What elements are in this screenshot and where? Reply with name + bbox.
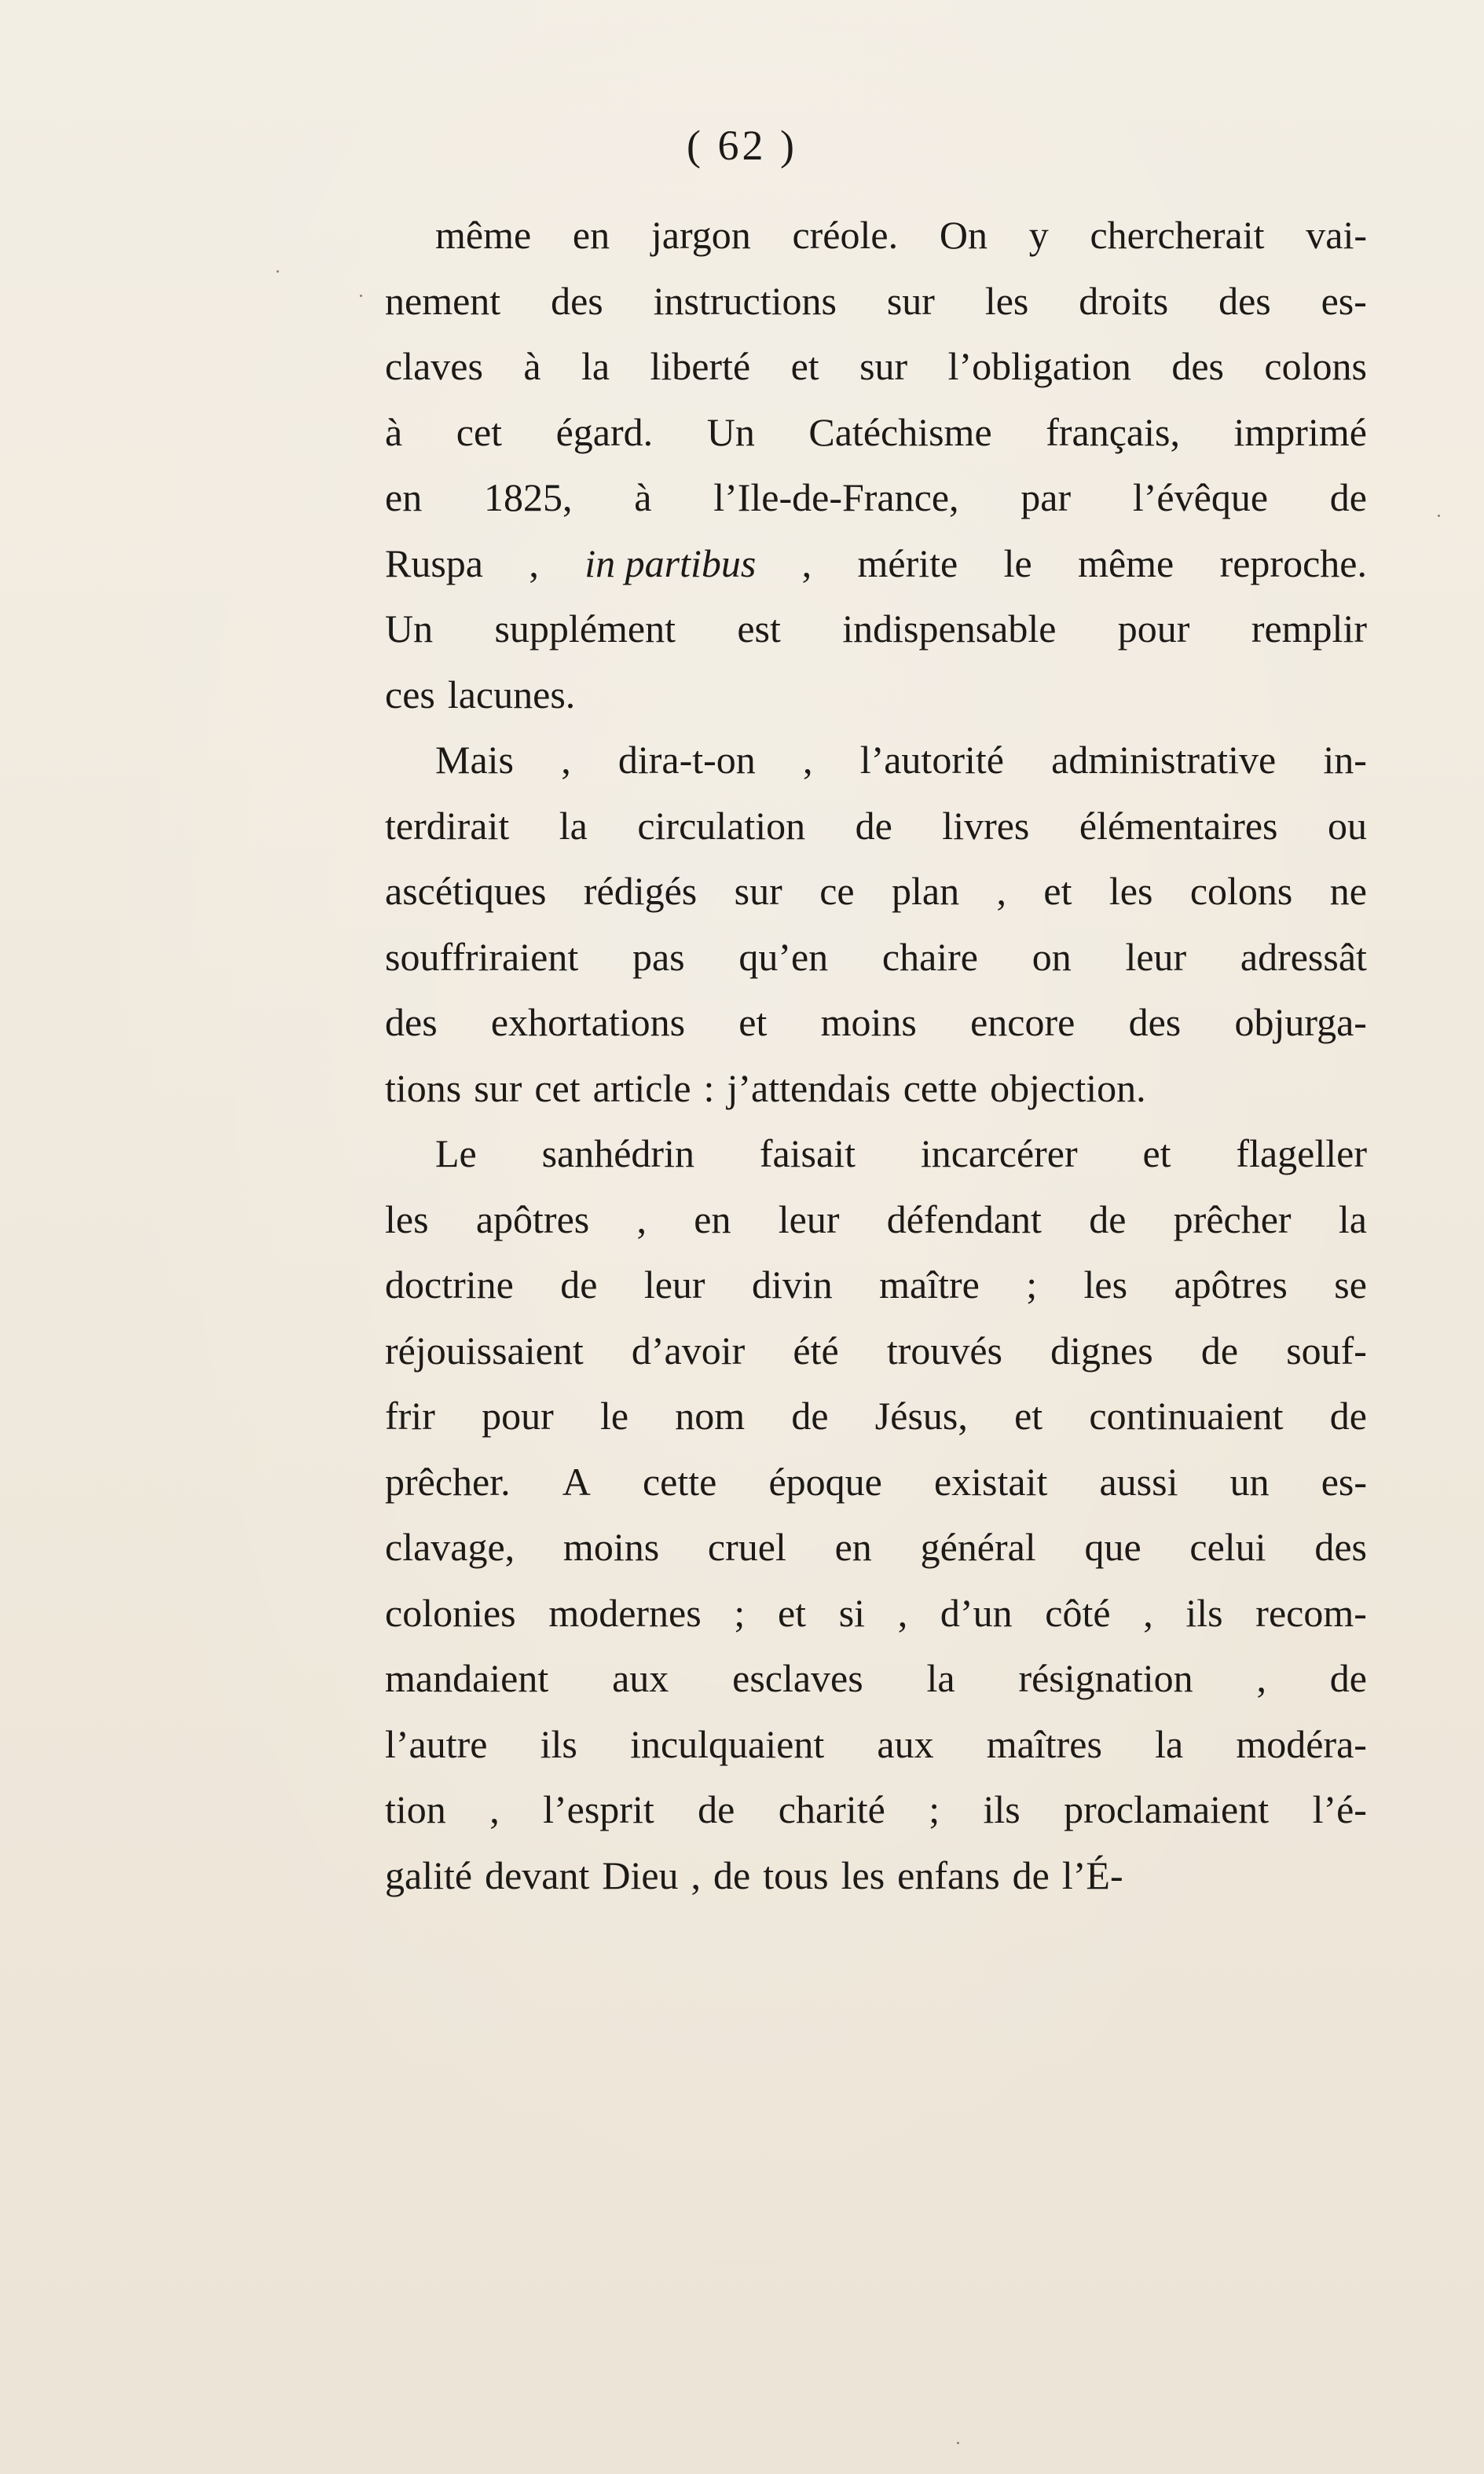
word: de xyxy=(1329,1656,1367,1700)
word: le xyxy=(599,1394,629,1438)
word: terdirait xyxy=(385,803,510,848)
word: cruel xyxy=(707,1525,786,1569)
text-line xyxy=(385,1318,1367,1384)
word: des xyxy=(385,1000,438,1044)
text-line xyxy=(385,531,1367,597)
word: la xyxy=(1155,1721,1184,1766)
text-line xyxy=(385,465,1367,531)
word: résignation xyxy=(1018,1656,1193,1700)
word: et xyxy=(1043,869,1072,913)
word: l’obligation xyxy=(947,344,1131,388)
word: clavage, xyxy=(385,1525,515,1569)
word: apôtres xyxy=(1174,1263,1288,1307)
word: des xyxy=(1218,278,1271,323)
text-line xyxy=(385,925,1367,991)
word: continuaient xyxy=(1089,1394,1284,1438)
word: ; xyxy=(734,1590,746,1635)
word: nom xyxy=(675,1394,746,1438)
word: vai- xyxy=(1306,213,1367,257)
word: de xyxy=(1089,1197,1127,1241)
word: côté xyxy=(1045,1590,1111,1635)
word: imprimé xyxy=(1233,409,1367,454)
paper-speck xyxy=(957,2442,959,2444)
text-line xyxy=(385,1515,1367,1581)
word: , xyxy=(1256,1656,1266,1700)
word: aussi xyxy=(1099,1459,1178,1504)
word: sur xyxy=(474,1065,522,1110)
paper-speck xyxy=(1438,515,1440,517)
word: proclamaient xyxy=(1064,1787,1270,1831)
word: j’attendais xyxy=(727,1065,891,1110)
word: à xyxy=(634,475,652,519)
word: sur xyxy=(859,344,908,388)
page-number: ( 62 ) xyxy=(687,122,797,169)
word: la xyxy=(1338,1197,1367,1241)
word: 1825, xyxy=(483,475,573,519)
word: , xyxy=(636,1197,647,1241)
word: maître xyxy=(879,1263,980,1307)
word: article xyxy=(592,1065,691,1110)
word: cet xyxy=(534,1065,581,1110)
word: indispensable xyxy=(842,607,1057,651)
text-line xyxy=(385,1121,1367,1187)
word: des xyxy=(1171,344,1224,388)
word: y xyxy=(1028,213,1049,257)
word: en xyxy=(385,475,423,519)
text-line xyxy=(385,794,1367,859)
word: de xyxy=(1012,1853,1050,1897)
word: en xyxy=(572,213,610,257)
text-line xyxy=(385,728,1367,794)
word: ascétiques xyxy=(385,869,547,913)
word: droits xyxy=(1079,278,1169,323)
word: ne xyxy=(1329,869,1367,913)
text-line xyxy=(385,1056,1367,1122)
word: liberté xyxy=(650,344,751,388)
text-line xyxy=(385,1581,1367,1647)
word: objection. xyxy=(990,1065,1146,1110)
word: leur xyxy=(778,1197,840,1241)
word: souffriraient xyxy=(385,934,579,979)
text-line xyxy=(385,1712,1367,1778)
word: , xyxy=(801,541,812,585)
word: devant xyxy=(485,1853,590,1897)
text-line xyxy=(385,596,1367,662)
word: , xyxy=(897,1590,908,1635)
word: chaire xyxy=(881,934,978,979)
text-line xyxy=(385,1843,1367,1909)
word: l’é- xyxy=(1312,1787,1367,1831)
text-line xyxy=(385,1187,1367,1253)
word: la xyxy=(559,803,588,848)
word: ils xyxy=(983,1787,1020,1831)
word: pour xyxy=(482,1394,554,1438)
word: de xyxy=(1329,475,1367,519)
word: administrative xyxy=(1051,738,1277,782)
word: flageller xyxy=(1236,1131,1367,1175)
word: les xyxy=(841,1853,885,1897)
word: moins xyxy=(820,1000,917,1044)
word: ils xyxy=(540,1721,577,1766)
word: remplir xyxy=(1251,607,1367,651)
word: les xyxy=(1108,869,1153,913)
word: ou xyxy=(1328,803,1367,848)
word: d’avoir xyxy=(631,1328,746,1373)
word: , xyxy=(691,1853,702,1897)
word: de xyxy=(855,803,892,848)
word: inculquaient xyxy=(630,1721,825,1766)
word: instructions xyxy=(653,278,837,323)
text-line xyxy=(385,334,1367,400)
word: Dieu xyxy=(602,1853,679,1897)
word: dira-t-on xyxy=(617,738,756,782)
word: , xyxy=(529,541,539,585)
word: l’autorité xyxy=(859,738,1004,782)
word: mérite xyxy=(857,541,958,585)
word: Un xyxy=(385,607,434,651)
word: même xyxy=(435,213,532,257)
word: est xyxy=(737,607,781,651)
word: galité xyxy=(385,1853,473,1897)
word: pour xyxy=(1117,607,1190,651)
word: tion xyxy=(385,1787,446,1831)
word: colonies xyxy=(385,1590,516,1635)
word: jargon xyxy=(650,213,751,257)
word: mandaient xyxy=(385,1656,549,1700)
word: cette xyxy=(642,1459,717,1504)
word: A xyxy=(562,1459,591,1504)
word: , xyxy=(803,738,813,782)
word: reproche. xyxy=(1219,541,1367,585)
word: objurga- xyxy=(1234,1000,1367,1044)
word: in partibus xyxy=(584,541,757,585)
word: en xyxy=(834,1525,872,1569)
word: français, xyxy=(1046,409,1180,454)
text-line xyxy=(385,400,1367,466)
word: se xyxy=(1334,1263,1367,1307)
word: Catéchisme xyxy=(808,409,992,454)
word: , xyxy=(1143,1590,1153,1635)
word: tions xyxy=(385,1065,462,1110)
body-text xyxy=(385,203,1367,1908)
word: circulation xyxy=(637,803,806,848)
word: époque xyxy=(768,1459,882,1504)
word: souf- xyxy=(1286,1328,1367,1373)
word: cet xyxy=(456,409,503,454)
text-line xyxy=(385,203,1367,269)
text-line xyxy=(385,1384,1367,1450)
word: Jésus, xyxy=(874,1394,968,1438)
word: esclaves xyxy=(732,1656,863,1700)
word: encore xyxy=(970,1000,1075,1044)
word: ; xyxy=(1026,1263,1038,1307)
word: Mais xyxy=(435,738,514,782)
word: lacunes. xyxy=(447,672,576,717)
text-line xyxy=(385,1777,1367,1843)
word: général xyxy=(920,1525,1036,1569)
word: ils xyxy=(1185,1590,1223,1635)
word: frir xyxy=(385,1394,435,1438)
word: à xyxy=(523,344,541,388)
word: exhortations xyxy=(490,1000,686,1044)
word: aux xyxy=(877,1721,934,1766)
word: par xyxy=(1020,475,1072,519)
paper-speck xyxy=(277,270,279,273)
text-line xyxy=(385,990,1367,1056)
word: en xyxy=(694,1197,731,1241)
word: chercherait xyxy=(1090,213,1265,257)
text-line xyxy=(385,269,1367,335)
word: les xyxy=(1083,1263,1128,1307)
word: colons xyxy=(1189,869,1293,913)
word: et xyxy=(738,1000,768,1044)
word: que xyxy=(1084,1525,1141,1569)
word: la xyxy=(581,344,610,388)
text-line xyxy=(385,1252,1367,1318)
word: incarcérer xyxy=(920,1131,1078,1175)
word: le xyxy=(1003,541,1032,585)
word: , xyxy=(996,869,1006,913)
word: modernes xyxy=(548,1590,702,1635)
word: sur xyxy=(886,278,935,323)
word: d’un xyxy=(940,1590,1013,1635)
word: qu’en xyxy=(738,934,829,979)
word: Ruspa xyxy=(385,541,483,585)
word: , xyxy=(561,738,571,782)
word: apôtres xyxy=(475,1197,590,1241)
word: défendant xyxy=(886,1197,1042,1241)
word: et xyxy=(790,344,819,388)
word: des xyxy=(1314,1525,1367,1569)
word: celui xyxy=(1189,1525,1266,1569)
word: maîtres xyxy=(986,1721,1102,1766)
text-line xyxy=(385,859,1367,925)
word: à xyxy=(385,409,403,454)
word: on xyxy=(1031,934,1072,979)
word: de xyxy=(1329,1394,1367,1438)
word: enfans xyxy=(897,1853,1000,1897)
word: faisait xyxy=(759,1131,856,1175)
word: ce xyxy=(819,869,855,913)
word: cette xyxy=(903,1065,978,1110)
word: de xyxy=(713,1853,751,1897)
word: des xyxy=(551,278,603,323)
word: ces xyxy=(385,672,435,717)
word: élémentaires xyxy=(1079,803,1278,848)
word: divin xyxy=(751,1263,833,1307)
word: leur xyxy=(643,1263,705,1307)
word: supplément xyxy=(494,607,676,651)
word: livres xyxy=(942,803,1030,848)
word: tous xyxy=(763,1853,829,1897)
paper-speck xyxy=(360,295,362,297)
word: rédigés xyxy=(583,869,698,913)
word: On xyxy=(939,213,988,257)
word: égard. xyxy=(555,409,654,454)
text-line xyxy=(385,1450,1367,1516)
word: sanhédrin xyxy=(541,1131,694,1175)
word: les xyxy=(385,1197,429,1241)
word: l’autre xyxy=(385,1721,488,1766)
word: même xyxy=(1078,541,1174,585)
word: si xyxy=(838,1590,866,1635)
word: claves xyxy=(385,344,483,388)
word: nement xyxy=(385,278,501,323)
word: prêcher xyxy=(1173,1197,1292,1241)
word: in- xyxy=(1323,738,1367,782)
word: réjouissaient xyxy=(385,1328,584,1373)
word: l’évêque xyxy=(1132,475,1269,519)
word: de xyxy=(1200,1328,1239,1373)
word: es- xyxy=(1321,1459,1367,1504)
word: ; xyxy=(929,1787,940,1831)
word: , xyxy=(489,1787,500,1831)
word: leur xyxy=(1125,934,1187,979)
word: Le xyxy=(435,1131,477,1175)
word: pas xyxy=(632,934,685,979)
word: de xyxy=(560,1263,598,1307)
word: charité xyxy=(778,1787,885,1831)
word: l’esprit xyxy=(543,1787,654,1831)
word: des xyxy=(1128,1000,1182,1044)
word: dignes xyxy=(1050,1328,1153,1373)
word: es- xyxy=(1321,278,1367,323)
word: adressât xyxy=(1240,934,1367,979)
word: et xyxy=(777,1590,807,1635)
text-line xyxy=(385,662,1367,728)
word: moins xyxy=(562,1525,660,1569)
text-line xyxy=(385,1646,1367,1712)
word: Un xyxy=(706,409,755,454)
word: été xyxy=(793,1328,839,1373)
word: et xyxy=(1014,1394,1043,1438)
word: recom- xyxy=(1255,1590,1367,1635)
word: plan xyxy=(891,869,960,913)
word: les xyxy=(984,278,1029,323)
word: trouvés xyxy=(886,1328,1003,1373)
word: la xyxy=(926,1656,955,1700)
word: un xyxy=(1229,1459,1270,1504)
word: prêcher. xyxy=(385,1459,511,1504)
word: existait xyxy=(933,1459,1048,1504)
word: et xyxy=(1142,1131,1171,1175)
word: doctrine xyxy=(385,1263,514,1307)
word: sur xyxy=(734,869,782,913)
word: créole. xyxy=(792,213,899,257)
word: colons xyxy=(1264,344,1367,388)
word: de xyxy=(698,1787,735,1831)
word: de xyxy=(791,1394,829,1438)
word: : xyxy=(703,1065,715,1110)
word: l’Ile-de-France, xyxy=(713,475,959,519)
word: modéra- xyxy=(1236,1721,1367,1766)
word: l’É- xyxy=(1061,1853,1123,1897)
word: aux xyxy=(612,1656,669,1700)
